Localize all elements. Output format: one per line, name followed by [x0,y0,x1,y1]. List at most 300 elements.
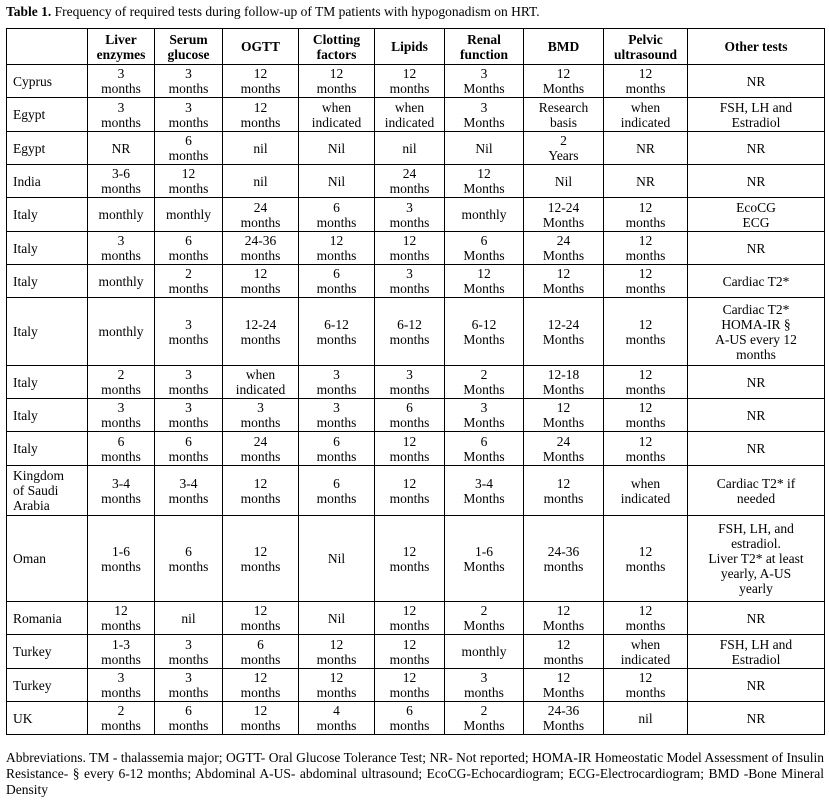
cell-text-line: 6-12 [397,316,422,332]
cell-text-line: 3 [185,66,192,81]
cell-text-line: 12 [477,166,491,181]
cell-text-line: NR [746,407,766,423]
cell-text-line: NR [746,677,766,693]
cell-text-line: 6 [185,543,192,559]
cell-text-line: 12 [477,266,491,281]
table-cell [155,602,223,635]
table-cell [88,98,155,132]
table-cell [375,298,445,366]
cell-text-line: 6 [185,433,192,449]
header-label-line: OGTT [240,39,280,54]
table-cell [299,298,375,366]
cell-text-line: 4 [333,703,340,718]
table-cell [604,669,688,702]
cell-text-line: months [240,448,281,464]
country-name-line: Italy [13,273,38,289]
cell-text-line: Months [463,618,505,633]
header-label-line: Liver [105,31,137,47]
table-cell [524,366,604,399]
table-cell [604,366,688,399]
cell-text-line: 3 [333,400,340,415]
cell-text-line: months [625,81,666,96]
cell-text-line: months [168,81,209,96]
country-name-line: Italy [13,207,38,222]
country-cell [7,602,88,635]
table-cell [445,265,524,298]
table-cell [524,65,604,98]
cell-text-line: 3 [185,316,192,332]
table-cell [88,366,155,399]
table-cell [223,702,299,735]
cell-text-line: months [168,651,209,667]
cell-text-line: months [389,281,430,296]
cell-text-line: Nil [554,173,573,189]
cell-text-line: NR [746,374,766,390]
cell-text-line: 3 [185,367,192,382]
cell-text-line: 3 [117,670,125,685]
cell-text-line: 12 [329,670,344,685]
cell-text-line: Months [463,114,505,130]
table-cell [524,232,604,265]
cell-text-line: 12-24 [547,316,580,332]
table-cell [445,602,524,635]
cell-text-line: 2 [480,603,488,618]
cell-text-line: months [389,490,430,506]
cell-text-line: months [101,181,141,196]
cell-text-line: when [394,99,425,115]
cell-text-line: months [625,685,666,700]
cell-text-line: 1-6 [475,543,493,559]
cell-text-line: months [240,415,281,430]
table-cell [223,298,299,366]
table-cell [299,669,375,702]
cell-text-line: Cardiac T2* [722,301,790,317]
table-cell [688,399,825,432]
country-name-line: UK [13,710,33,726]
table-cell [524,265,604,298]
cell-text-line: estradiol. [731,536,781,551]
cell-text-line: Months [463,181,505,196]
cell-text-line: nil [402,140,417,156]
cell-text-line: months [316,415,357,430]
cell-text-line: Cardiac T2* [722,273,790,289]
cell-text-line: 6 [406,703,413,718]
cell-text-line: HOMA-IR § [721,316,791,332]
abbreviations-note: Abbreviations. TM - thalassemia major; OGTT- Oral Glucose Tolerance Test; NR- Not reported; HOMA-IR Homeostatic Model Assessment of Insulin Resistance- § every 6-12 months; Abdominal A-US- abdominal ultrasound; EcoCG-Echocardiogram; ECG-Electrocardiogram; BMD -Bone Mineral Density [6,750,824,797]
table-cell [445,516,524,602]
cell-text-line: months [464,685,504,700]
table-row [7,635,825,669]
table-cell [299,232,375,265]
table-cell [223,516,299,602]
table-cell [688,602,825,635]
cell-text-line: months [168,448,209,464]
cell-text-line: 12 [638,266,653,281]
country-cell [7,65,88,98]
cell-text-line: Months [463,448,505,464]
cell-text-line: Months [463,331,505,347]
table-cell [155,165,223,198]
cell-text-line: 12 [638,603,653,618]
table-cell [223,466,299,516]
table-cell [445,165,524,198]
cell-text-line: months [389,382,430,397]
cell-text-line: FSH, LH and [719,636,793,652]
cell-text-line: NR [746,173,766,189]
cell-text-line: months [101,718,141,733]
cell-text-line: months [101,114,141,130]
table-cell [88,432,155,466]
table-cell [604,98,688,132]
table-cell [88,466,155,516]
table-cell [524,669,604,702]
table-cell [524,399,604,432]
cell-text-line: 12 [253,543,268,559]
cell-text-line: months [389,331,430,347]
table-cell [223,602,299,635]
table-caption-label: Table 1. [6,4,52,19]
country-cell [7,132,88,165]
cell-text-line: 12 [638,543,653,559]
cell-text-line: 12-24 [547,199,580,215]
cell-text-line: months [625,281,666,296]
cell-text-line: months [316,248,357,263]
table-cell [604,432,688,466]
table-cell [688,635,825,669]
table-cell [223,165,299,198]
table-cell [88,65,155,98]
header-column [88,29,155,65]
header-label-line: Clotting [312,31,361,47]
country-name-line: Kingdom [13,468,65,483]
table-cell [604,702,688,735]
cell-text-line: 3 [406,367,413,382]
cell-text-line: months [168,281,209,296]
cell-text-line: 3 [480,99,488,115]
cell-text-line: Months [542,415,585,430]
cell-text-line: months [168,415,209,430]
cell-text-line: nil [253,140,268,156]
table-cell [375,132,445,165]
cell-text-line: 3 [117,400,125,415]
cell-text-line: 3 [117,233,125,248]
country-name-line: Egypt [13,107,46,122]
cell-text-line: when [630,636,661,652]
table-row [7,298,825,366]
cell-text-line: 2 [117,703,125,718]
table-cell [375,265,445,298]
country-name-line: Italy [13,240,38,256]
cell-text-line: months [240,490,281,506]
cell-text-line: 12 [253,66,268,81]
cell-text-line: months [168,558,209,574]
cell-text-line: Nil [327,140,346,156]
table-row [7,516,825,602]
cell-text-line: monthly [165,207,211,222]
cell-text-line: NR [746,710,766,726]
table-cell [445,702,524,735]
cell-text-line: yearly [739,581,773,596]
table-row [7,602,825,635]
cell-text-line: months [389,415,430,430]
cell-text-line: months [543,558,584,574]
cell-text-line: 3 [185,400,192,415]
cell-text-line: 24 [253,199,268,215]
table-cell [375,432,445,466]
cell-text-line: 2 [480,703,488,718]
country-name-line: Cyprus [13,73,53,89]
table-cell [299,98,375,132]
table-cell [375,635,445,669]
cell-text-line: 6 [480,433,488,449]
cell-text-line: months [625,558,666,574]
country-cell [7,432,88,466]
cell-text-line: 12 [402,670,417,685]
cell-text-line: 3 [185,99,192,115]
cell-text-line: 12 [638,367,653,382]
cell-text-line: indicated [620,114,671,130]
cell-text-line: months [389,685,430,700]
header-column [299,29,375,65]
country-name-line: Romania [13,610,62,626]
table-cell [299,702,375,735]
cell-text-line: monthly [98,324,144,339]
cell-text-line: 12 [402,475,417,491]
cell-text-line: Months [542,248,585,263]
cell-text-line: 2 [560,133,567,148]
table-cell [223,399,299,432]
cell-text-line: monthly [98,207,144,222]
table-cell [299,602,375,635]
cell-text-line: 6 [333,475,340,491]
table-cell [524,198,604,232]
cell-text-line: Months [542,281,585,296]
header-label-line: BMD [547,39,580,54]
table-cell [88,298,155,366]
table-cell [155,198,223,232]
table-cell [604,635,688,669]
table-cell [524,98,604,132]
table-cell [88,232,155,265]
table-cell [88,669,155,702]
cell-text-line: 6 [185,133,192,148]
table-cell [155,516,223,602]
table-cell [375,399,445,432]
table-row [7,198,825,232]
table-cell [375,602,445,635]
header-label-line: factors [316,46,357,62]
country-cell [7,399,88,432]
table-cell [375,466,445,516]
cell-text-line: needed [736,490,776,506]
country-cell [7,165,88,198]
table-cell [155,298,223,366]
table-cell [299,265,375,298]
country-name-line: Arabia [13,498,50,513]
table-cell [223,366,299,399]
cell-text-line: 12 [638,233,653,248]
cell-text-line: 2 [185,266,192,281]
cell-text-line: Months [463,558,505,574]
cell-text-line: 6 [117,433,125,449]
cell-text-line: 12 [556,636,571,652]
table-cell [375,165,445,198]
table-cell [299,132,375,165]
cell-text-line: months [240,331,281,347]
cell-text-line: months [625,248,666,263]
table-cell [688,198,825,232]
table-cell [604,602,688,635]
cell-text-line: months [625,415,666,430]
table-cell [604,399,688,432]
cell-text-line: 3 [333,367,340,382]
cell-text-line: months [240,618,281,633]
cell-text-line: 6 [185,233,192,248]
cell-text-line: 12 [638,670,653,685]
table-cell [445,366,524,399]
cell-text-line: Months [463,81,505,96]
table-cell [688,432,825,466]
cell-text-line: Months [542,214,585,230]
cell-text-line: months [316,448,357,464]
table-cell [88,516,155,602]
table-cell [88,602,155,635]
header-label-line: enzymes [96,46,146,62]
cell-text-line: months [625,331,666,347]
cell-text-line: NR [746,610,766,626]
header-label-line: Serum [169,31,208,47]
table-cell [155,466,223,516]
cell-text-line: months [316,490,357,506]
cell-text-line: 3 [185,636,192,652]
table-cell [524,602,604,635]
cell-text-line: Months [542,382,585,397]
cell-text-line: when [630,99,661,115]
cell-text-line: Months [463,490,505,506]
table-cell [604,165,688,198]
table-row [7,399,825,432]
cell-text-line: 3-4 [475,475,493,491]
table-cell [375,65,445,98]
cell-text-line: 3-6 [112,166,130,181]
table-cell [155,702,223,735]
cell-text-line: months [168,148,209,163]
cell-text-line: Research [538,99,589,115]
follow-up-tests-table [6,28,825,735]
cell-text-line: months [625,214,666,230]
table-cell [604,132,688,165]
cell-text-line: when [321,99,352,115]
country-name-line: Turkey [13,677,52,693]
cell-text-line: 3 [480,670,488,685]
table-cell [445,432,524,466]
table-cell [299,366,375,399]
table-cell [604,466,688,516]
country-name-line: Italy [13,374,38,390]
cell-text-line: months [240,81,281,96]
cell-text-line: months [625,382,666,397]
country-cell [7,702,88,735]
cell-text-line: Months [542,331,585,347]
cell-text-line: 3 [480,400,488,415]
table-cell [299,165,375,198]
cell-text-line: EcoCG [736,199,776,215]
cell-text-line: months [389,718,430,733]
cell-text-line: Months [542,718,585,733]
cell-text-line: months [316,81,357,96]
header-label-line: Renal [467,31,501,47]
cell-text-line: months [168,490,209,506]
cell-text-line: 3 [257,400,264,415]
cell-text-line: Months [542,685,585,700]
table-cell [688,265,825,298]
cell-text-line: 12 [402,433,417,449]
cell-text-line: months [543,490,584,506]
table-cell [445,98,524,132]
cell-text-line: NR [746,140,766,156]
cell-text-line: months [389,248,430,263]
cell-text-line: Years [548,148,579,163]
cell-text-line: Estradiol [731,651,781,667]
cell-text-line: Nil [327,551,346,566]
cell-text-line: 6 [480,233,488,248]
cell-text-line: 12 [253,603,268,618]
country-cell [7,232,88,265]
table-row [7,165,825,198]
table-cell [445,298,524,366]
cell-text-line: months [101,248,141,263]
cell-text-line: months [240,214,281,230]
cell-text-line: Months [463,281,505,296]
country-name-line: Turkey [13,644,52,659]
table-row [7,98,825,132]
cell-text-line: months [101,558,141,574]
table-cell [299,635,375,669]
cell-text-line: Months [542,81,585,96]
table-cell [155,432,223,466]
table-cell [375,669,445,702]
table-cell [375,198,445,232]
cell-text-line: 6 [185,703,192,718]
cell-text-line: 12 [556,475,571,491]
country-name-line: of Saudi [13,483,59,498]
table-cell [445,132,524,165]
table-cell [445,198,524,232]
table-row [7,132,825,165]
table-cell [445,65,524,98]
table-cell [688,65,825,98]
cell-text-line: 1-6 [112,543,130,559]
table-cell [223,232,299,265]
cell-text-line: months [168,685,209,700]
cell-text-line: months [316,382,357,397]
cell-text-line: months [389,81,430,96]
cell-text-line: months [101,490,141,506]
header-country [7,29,88,65]
cell-text-line: 6 [333,433,340,449]
cell-text-line: A-US every 12 [715,331,797,347]
table-cell [223,432,299,466]
header-label-line: ultrasound [613,46,678,62]
cell-text-line: Liver T2* at least [708,551,804,566]
cell-text-line: indicated [620,490,671,506]
cell-text-line: 24-36 [547,703,580,718]
table-cell [524,132,604,165]
table-cell [524,432,604,466]
table-cell [155,232,223,265]
cell-text-line: basis [550,114,577,130]
cell-text-line: NR [746,240,766,256]
